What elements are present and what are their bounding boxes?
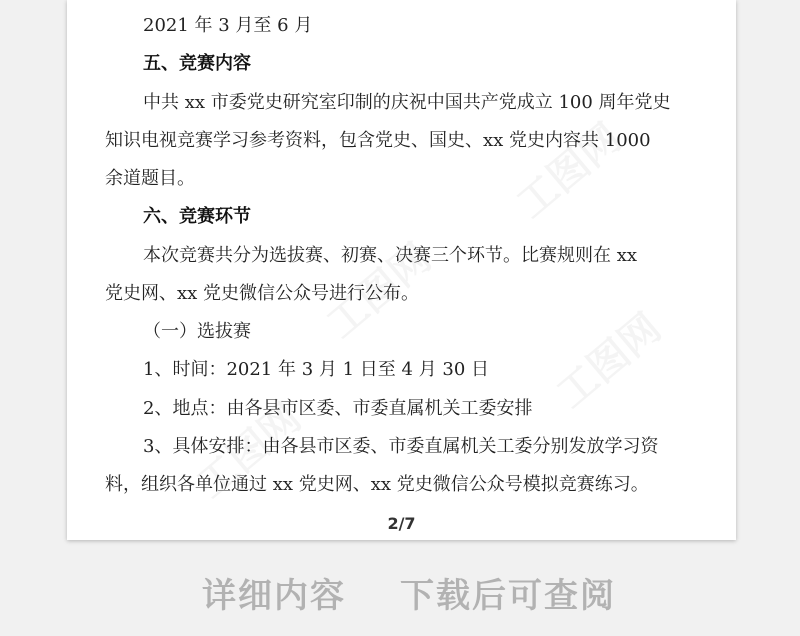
list-item: 1、时间：2021 年 3 月 1 日至 4 月 30 日 [143, 359, 490, 380]
page-number: 2/7 [387, 514, 416, 533]
paragraph-line: 知识电视竞赛学习参考资料，包含党史、国史、xx 党史内容共 1000 [105, 130, 651, 151]
list-item-continuation: 料，组织各单位通过 xx 党史网、xx 党史微信公众号模拟竞赛练习。 [105, 474, 649, 495]
paragraph-line: 中共 xx 市委党史研究室印制的庆祝中国共产党成立 100 周年党史 [143, 92, 671, 113]
paragraph-line: 余道题目。 [105, 168, 195, 189]
list-item: 3、具体安排：由各县市区委、市委直属机关工委分别发放学习资 [143, 436, 659, 457]
document-page [67, 0, 736, 540]
paragraph-line: 本次竞赛共分为选拔赛、初赛、决赛三个环节。比赛规则在 xx [143, 245, 638, 266]
details-button[interactable]: 详细内容 [202, 576, 346, 616]
bottom-action-bar [0, 548, 800, 628]
subsection-heading: （一）选拔赛 [143, 321, 251, 342]
section-heading-stages: 六、竞赛环节 [143, 206, 251, 227]
date-range-line: 2021 年 3 月至 6 月 [143, 15, 313, 36]
section-heading-content: 五、竞赛内容 [143, 53, 251, 74]
list-item: 2、地点：由各县市区委、市委直属机关工委安排 [143, 398, 533, 419]
paragraph-line: 党史网、xx 党史微信公众号进行公布。 [105, 283, 420, 304]
download-to-view-button[interactable]: 下载后可查阅 [400, 576, 616, 616]
